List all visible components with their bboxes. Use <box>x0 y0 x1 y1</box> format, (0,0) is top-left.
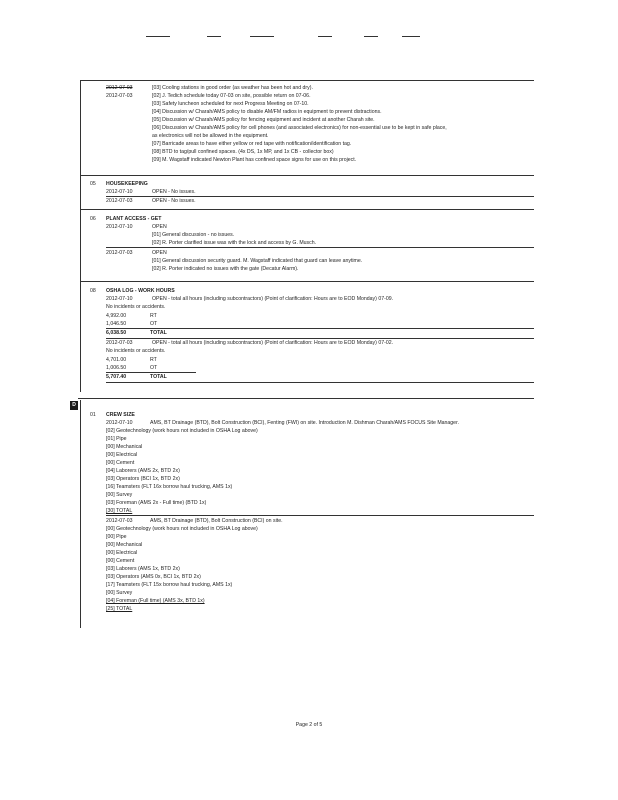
osha-num: 08 <box>90 288 96 294</box>
crew-day1-total: [30] TOTAL <box>106 508 133 514</box>
safety-text-6: as electronics will not be allowed in the equipment. <box>152 133 269 139</box>
safety-text-7: [07] Barricade areas to have either yellow or red tape with notification/identification tag. <box>152 141 352 147</box>
top-frame-rule <box>80 80 534 81</box>
section-d-left-rule <box>80 400 81 628</box>
safety-text-3: [04] Discussion w/ Charah/AMS policy to disable AM/FM radios in equipment to prevent distractions. <box>152 109 382 115</box>
plant-access-text-5: [02] R. Porter indicated no issues with the gate (Decatur Alarm). <box>152 266 299 272</box>
osha-week1-label-0: RT <box>150 313 157 319</box>
plant-access-title: PLANT ACCESS - GET <box>106 216 162 222</box>
plant-access-text-4: [01] General discussion security guard. M. Wagstaff indicated that guard can leave anytime. <box>152 258 363 264</box>
safety-date-1: 2012-07-03 <box>106 93 133 99</box>
plant-access-date-0: 2012-07-10 <box>106 224 133 230</box>
crew-num: 01 <box>90 412 96 418</box>
safety-text-4: [05] Discussion w/ Charah/AMS policy for fencing equipment and incident at another Charah site. <box>152 117 375 123</box>
safety-text-2: [03] Safety luncheon scheduled for next Progress Meeting on 07-10. <box>152 101 309 107</box>
section-d-marker: D <box>70 401 78 410</box>
osha-week2-value-2: 5,707.40 <box>106 374 127 380</box>
crew-day2-item: [00] Geotechnology (work hours not included in OSHA Log above) <box>106 526 258 532</box>
crew-day2-item: [00] Mechanical <box>106 542 143 548</box>
crew-day1-item: [00] Electrical <box>106 452 138 458</box>
crew-day1-text: AMS, BT Drainage (BTD), Bolt Construction (BCI), Fenting (FWI) on site. Introduction M. Dishman Charah/AMS FOCUS Site Manager. <box>150 420 459 426</box>
osha-week2-value-0: 4,701.00 <box>106 357 127 363</box>
housekeeping-text-1: OPEN - No issues. <box>152 198 196 204</box>
safety-text-8: [08] BTD to tag/pull confined spaces. (4x DS, 1x MP, and 1x CB - collector box) <box>152 149 334 155</box>
crew-day1-item: [00] Cement <box>106 460 135 466</box>
osha-week2-label-2: TOTAL <box>150 374 167 380</box>
plant-access-text-2: [02] R. Porter clarified issue was with the lock and access by G. Musch. <box>152 240 317 246</box>
housekeeping-date-1: 2012-07-03 <box>106 198 133 204</box>
osha-week-rule <box>106 338 534 339</box>
housekeeping-text-0: OPEN - No issues. <box>152 189 196 195</box>
osha-week2-text: OPEN - total all hours (including subcontractors) (Point of clarification: Hours are to EOD Monday) 07-02. <box>152 340 394 346</box>
crew-day1-item: [16] Teamsters (FLT 16x borrow haul trucking, AMS 1x) <box>106 484 233 490</box>
safety-text-1: [02] J. Tedich schedule today 07-03 on site, possible return on 07-06. <box>152 93 311 99</box>
osha-week2-label-1: OT <box>150 365 158 371</box>
osha-week1-value-2: 6,038.50 <box>106 330 127 336</box>
safety-text-5: [06] Discussion w/ Charah/AMS policy for cell phones (and associated electronics) for non-essential use to be kept in safe place, <box>152 125 447 131</box>
plant-access-date-3: 2012-07-03 <box>106 250 133 256</box>
osha-week2-sum-rule <box>106 372 196 373</box>
crew-day1-item: [00] Mechanical <box>106 444 143 450</box>
crew-day2-text: AMS, BT Drainage (BTD), Bolt Construction (BCI) on site. <box>150 518 283 524</box>
safety-date-0: 2012-07-03 <box>106 85 133 91</box>
osha-week1-label-1: OT <box>150 321 158 327</box>
osha-week1-label-2: TOTAL <box>150 330 167 336</box>
crew-day2-item: [03] Operators (AMS 0x, BCI 1x, BTD 2x) <box>106 574 201 580</box>
osha-week1-sum-rule <box>106 328 534 329</box>
housekeeping-num: 05 <box>90 181 96 187</box>
housekeeping-date-0: 2012-07-10 <box>106 189 133 195</box>
osha-week2-note: No incidents or accidents. <box>106 348 166 354</box>
housekeeping-row-rule <box>106 196 534 197</box>
plant-access-text-1: [01] General discussion - no issues. <box>152 232 235 238</box>
crew-day2-item: [00] Survey <box>106 590 133 596</box>
page-number: Page 2 of 5 <box>295 722 323 728</box>
osha-week2-value-1: 1,006.50 <box>106 365 127 371</box>
housekeeping-divider <box>80 209 534 210</box>
crew-day1-item: [01] Pipe <box>106 436 127 442</box>
crew-day1-date: 2012-07-10 <box>106 420 133 426</box>
left-frame-rule <box>80 80 81 392</box>
osha-title: OSHA LOG - WORK HOURS <box>106 288 175 294</box>
crew-day2-total: [25] TOTAL <box>106 606 133 612</box>
osha-week1-value-1: 1,046.50 <box>106 321 127 327</box>
crew-day1-item: [03] Foreman (AMS 2x - Full time) (BTD 1x) <box>106 500 207 506</box>
osha-week1-value-0: 4,992.00 <box>106 313 127 319</box>
crew-day2-date: 2012-07-03 <box>106 518 133 524</box>
crew-day1-item: [00] Survey <box>106 492 133 498</box>
crew-day-rule <box>106 515 534 516</box>
crew-day2-item: [17] Teamsters (FLT 15x borrow haul trucking, AMS 1x) <box>106 582 233 588</box>
plant-access-text-0: OPEN <box>152 224 167 230</box>
crew-day2-item: [00] Pipe <box>106 534 127 540</box>
crew-day1-item: [04] Laborers (AMS 2x, BTD 2x) <box>106 468 180 474</box>
osha-week2-label-0: RT <box>150 357 157 363</box>
osha-end-rule <box>106 382 534 383</box>
plant-access-divider <box>80 281 534 282</box>
crew-day1-item: [03] Operators (BCI 1x, BTD 2x) <box>106 476 180 482</box>
crew-day2-item: [04] Foreman (Full time) (AMS 3x, BTD 1x) <box>106 598 205 604</box>
safety-text-0: [03] Cooling stations in good order (as weather has been hot and dry). <box>152 85 313 91</box>
osha-week1-date: 2012-07-10 <box>106 296 133 302</box>
crew-day2-item: [00] Electrical <box>106 550 138 556</box>
safety-text-9: [09] M. Wagstaff indicated Newton Plant has confined space signs for use on this project. <box>152 157 357 163</box>
crew-day2-item: [00] Cement <box>106 558 135 564</box>
section-d-rule <box>78 398 534 399</box>
crew-day1-item: [02] Geotechnology (work hours not included in OSHA Log above) <box>106 428 258 434</box>
crew-day2-item: [03] Laborers (AMS 1x, BTD 2x) <box>106 566 180 572</box>
plant-access-num: 06 <box>90 216 96 222</box>
osha-week1-text: OPEN - total all hours (including subcontractors) (Point of clarification: Hours are to EOD Monday) 07-09. <box>152 296 394 302</box>
osha-week2-date: 2012-07-03 <box>106 340 133 346</box>
crew-title: CREW SIZE <box>106 412 135 418</box>
osha-week1-note: No incidents or accidents. <box>106 304 166 310</box>
housekeeping-title: HOUSEKEEPING <box>106 181 148 187</box>
plant-access-row-rule <box>106 247 534 248</box>
safety-divider <box>80 175 534 176</box>
plant-access-text-3: OPEN <box>152 250 167 256</box>
